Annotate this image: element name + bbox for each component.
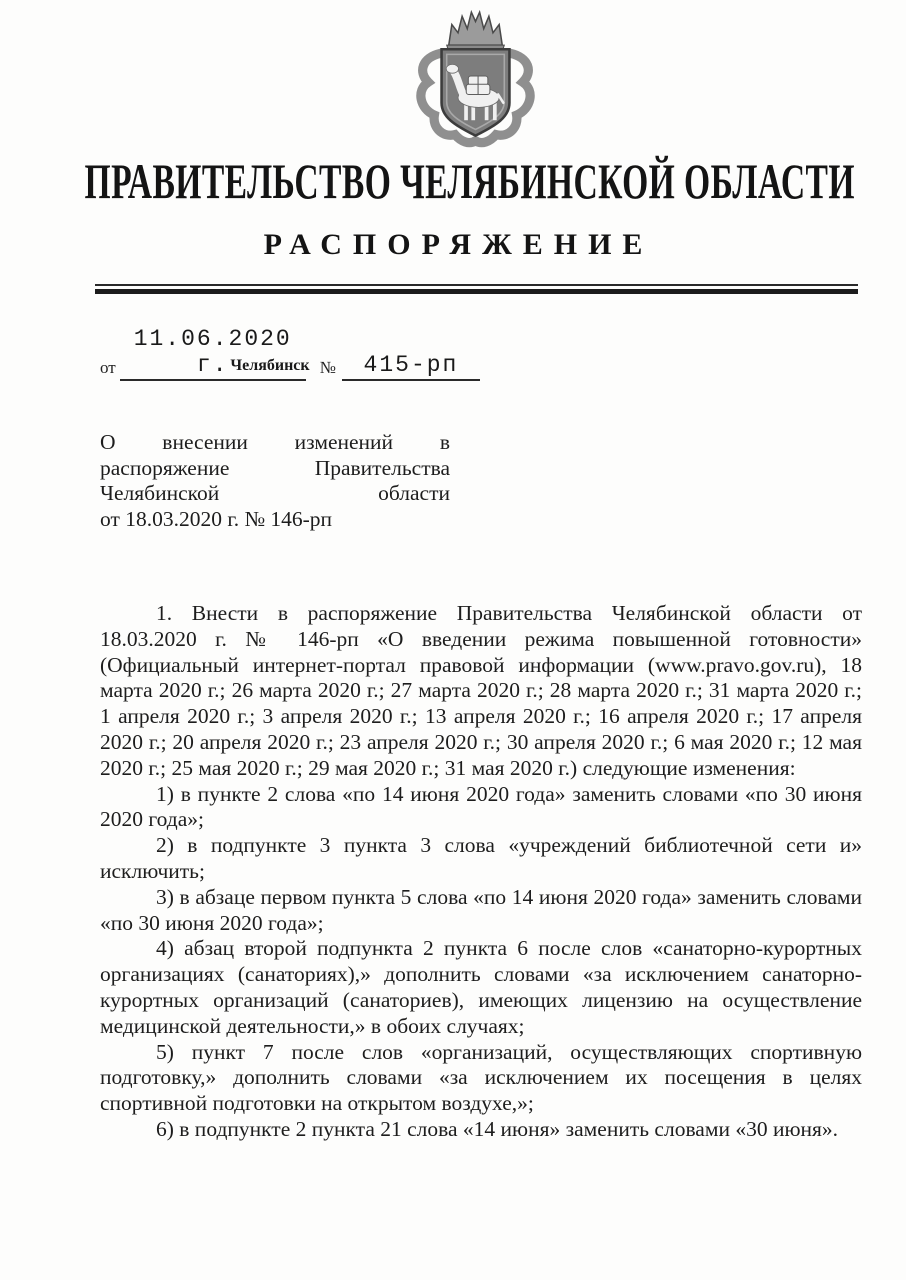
chelyabinsk-coat-of-arms-icon bbox=[403, 4, 548, 148]
date-value: 11.06.2020 г. bbox=[120, 326, 306, 381]
number-value: 415-рп bbox=[342, 352, 480, 381]
amendment-item-3: 3) в абзаце первом пункта 5 слова «по 14 июня 2020 года» заменить словами «по 30 июня 2020 года»; bbox=[100, 884, 862, 935]
doc-type-title: РАСПОРЯЖЕНИЕ bbox=[263, 228, 654, 261]
header-divider bbox=[95, 284, 858, 294]
amendment-item-5: 5) пункт 7 после слов «организаций, осуществляющих спортивную подготовку,» дополнить словами «за исключением их посещения в целях спортивной подготовки на открытом воздухе,»; bbox=[100, 1039, 862, 1116]
amendment-item-6: 6) в подпункте 2 пункта 21 слова «14 июня» заменить словами «30 июня». bbox=[156, 1116, 839, 1141]
subject-line: Челябинской области bbox=[100, 481, 450, 506]
body-text bbox=[100, 601, 862, 1143]
city-label: Челябинск bbox=[230, 357, 310, 374]
org-title: ПРАВИТЕЛЬСТВО ЧЕЛЯБИНСКОЙ ОБЛАСТИ bbox=[84, 152, 855, 210]
divider-thin-line bbox=[95, 284, 858, 286]
amendment-item-4: 4) абзац второй подпункта 2 пункта 6 после слов «санаторно-курортных организациях (санаториях),» дополнить словами «за исключением санаторно-курортных организаций (санаториев), имеющих лицензию на осуществление медицинской деятельности,» в обоих случаях; bbox=[100, 936, 862, 1038]
subject-block bbox=[100, 430, 450, 533]
subject-line: от 18.03.2020 г. № 146-рп bbox=[100, 507, 333, 532]
intro-paragraph: 1. Внести в распоряжение Правительства Челябинской области от 18.03.2020 г. № 146-рп «О введении режима повышенной готовности» (Официальный интернет-портал правовой информации (www.pravo.gov.ru), 18 марта 2020 г.; 26 марта 2020 г.; 27 марта 2020 г.; 28 марта 2020 г.; 31 марта 2020 г.; 1 апреля 2020 г.; 3 апреля 2020 г.; 13 апреля 2020 г.; 16 апреля 2020 г.; 17 апреля 2020 г.; 20 апреля 2020 г.; 23 апреля 2020 г.; 30 апреля 2020 г.; 6 мая 2020 г.; 12 мая 2020 г.; 25 мая 2020 г.; 29 мая 2020 г.; 31 мая 2020 г.) следующие изменения: bbox=[100, 601, 862, 780]
number-sign-label: № bbox=[319, 358, 336, 377]
coat-of-arms-svg bbox=[403, 4, 548, 148]
amendment-item-1: 1) в пункте 2 слова «по 14 июня 2020 года» заменить словами «по 30 июня 2020 года»; bbox=[100, 781, 862, 832]
amendment-item-2: 2) в подпункте 3 пункта 3 слова «учреждений библиотечной сети и» исключить; bbox=[100, 833, 862, 883]
from-label: от bbox=[100, 358, 116, 377]
crown-icon bbox=[449, 12, 502, 45]
subject-line: распоряжение Правительства bbox=[100, 455, 450, 480]
org-title-wrap bbox=[0, 152, 906, 220]
divider-thick-line bbox=[95, 289, 858, 294]
subject-line: О внесении изменений в bbox=[100, 430, 450, 454]
